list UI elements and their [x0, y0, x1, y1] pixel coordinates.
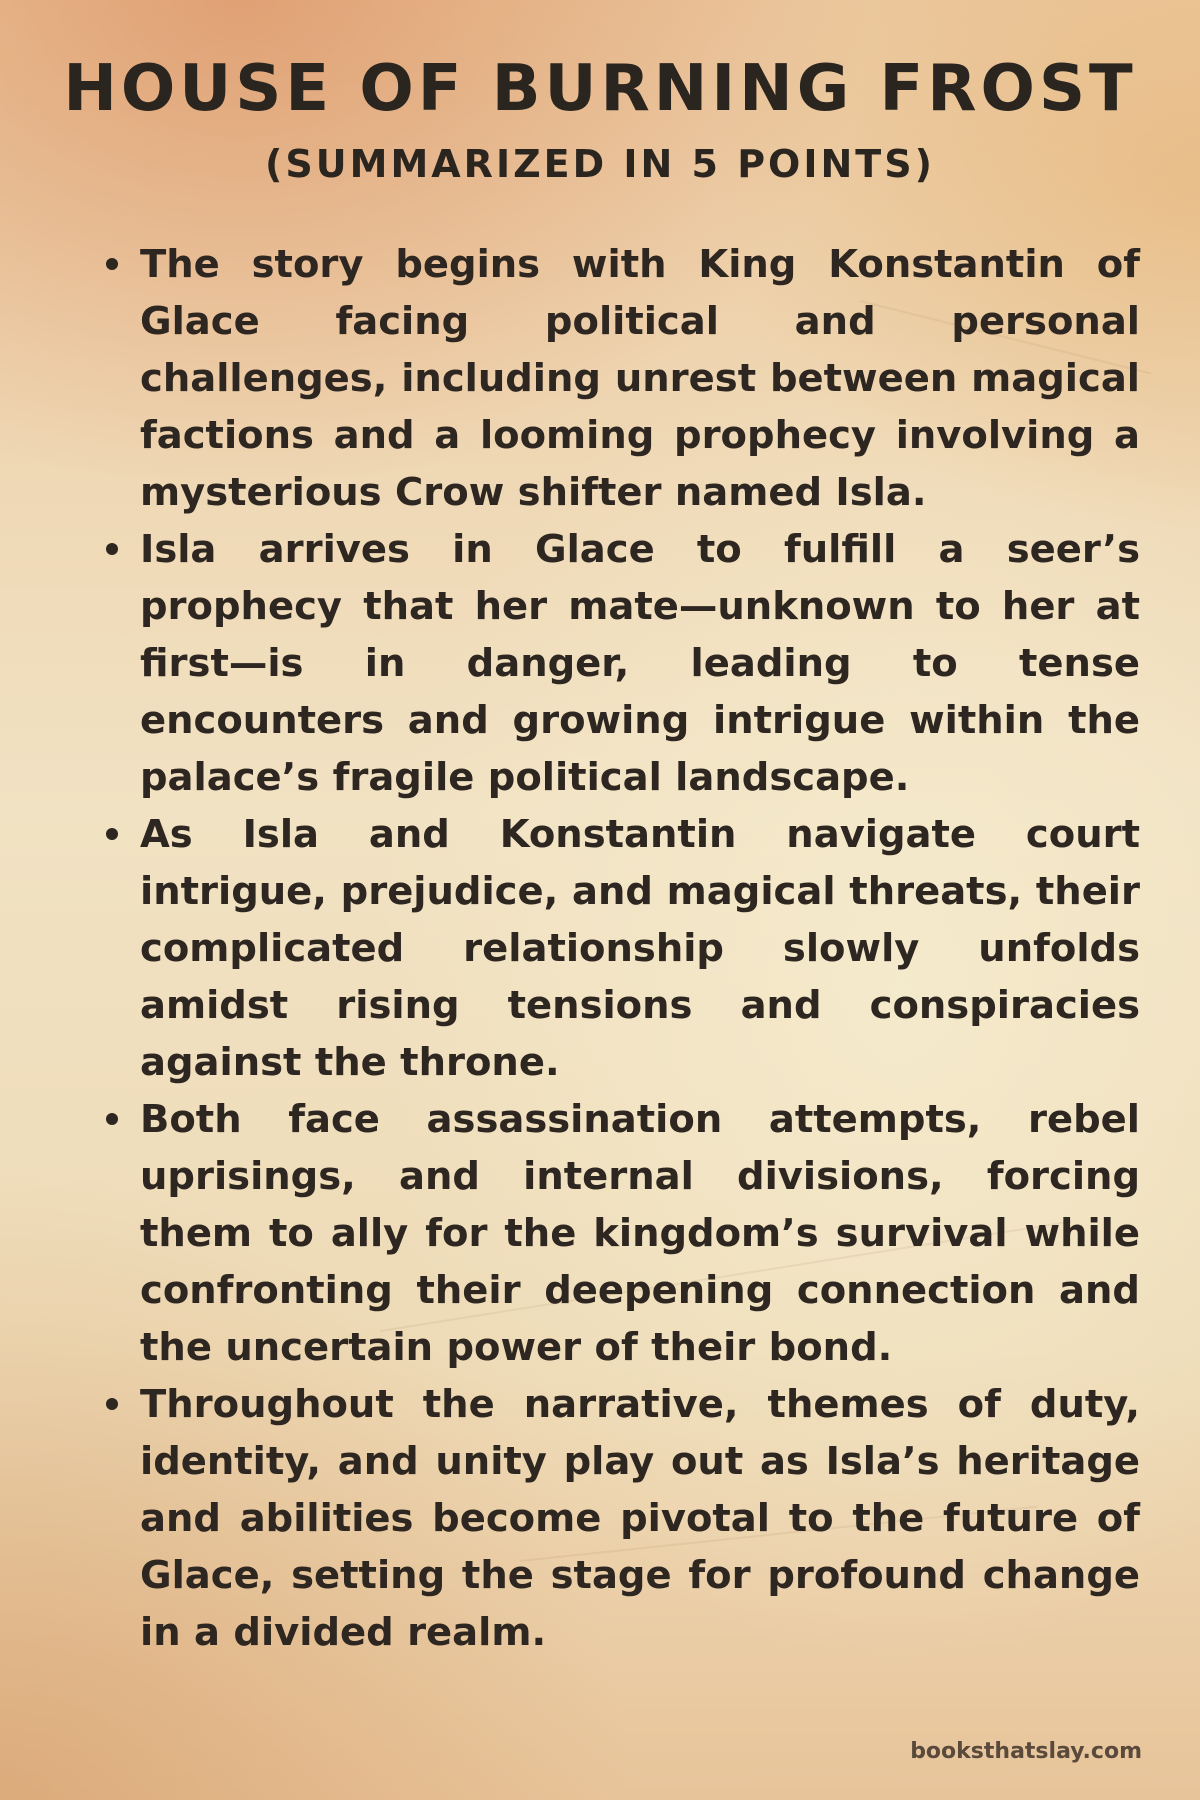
bullet-icon [106, 543, 118, 555]
page-subtitle: (SUMMARIZED IN 5 POINTS) [265, 142, 935, 186]
summary-point [100, 806, 1140, 1091]
summary-point [100, 236, 1140, 521]
summary-point [100, 521, 1140, 806]
summary-point-text: Both face assassination attempts, rebel uprisings, and internal divisions, forcing them to ally for the kingdom’s survival while confronting their deepening connection and the uncertain power of their bond. [140, 1097, 1140, 1370]
summary-point-text: The story begins with King Konstantin of Glace facing political and personal challenges, including unrest between magical factions and a looming prophecy involving a mysterious Crow shifter named Isla. [140, 242, 1140, 515]
bullet-icon [106, 258, 118, 270]
summary-point [100, 1376, 1140, 1661]
summary-point-text: Throughout the narrative, themes of duty, identity, and unity play out as Isla’s heritage and abilities become pivotal to the future of Glace, setting the stage for profound change in a divided realm. [140, 1382, 1140, 1655]
bullet-icon [106, 1398, 118, 1410]
page-title: HOUSE OF BURNING FROST [63, 52, 1137, 126]
bullet-icon [106, 828, 118, 840]
summary-point [100, 1091, 1140, 1376]
bullet-icon [106, 1113, 118, 1125]
summary-points-list [100, 236, 1140, 1661]
site-credit: booksthatslay.com [910, 1739, 1142, 1764]
summary-point-text: As Isla and Konstantin navigate court intrigue, prejudice, and magical threats, their complicated relationship slowly unfolds amidst rising tensions and conspiracies against the throne. [140, 812, 1140, 1085]
summary-point-text: Isla arrives in Glace to fulfill a seer’s prophecy that her mate—unknown to her at first—is in danger, leading to tense encounters and growing intrigue within the palace’s fragile political landscape. [140, 527, 1140, 800]
